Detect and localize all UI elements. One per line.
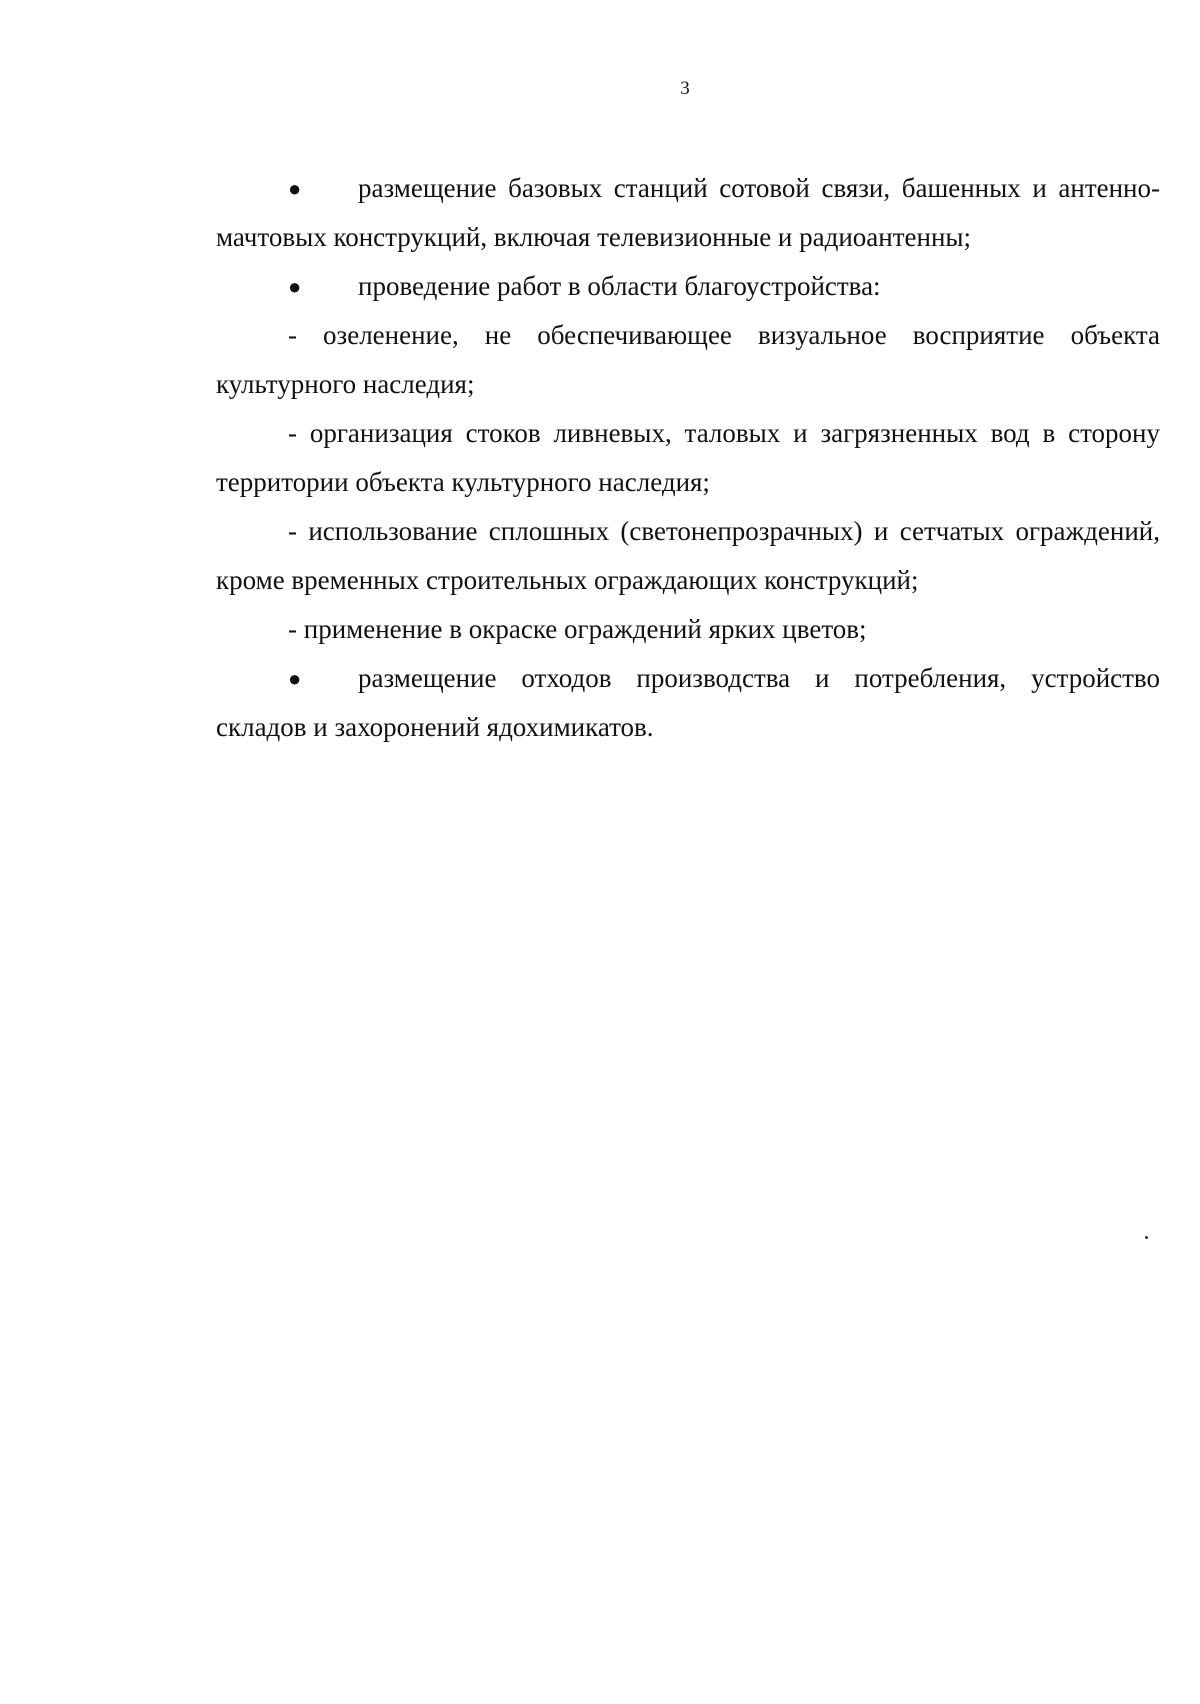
paragraph-text: проведение работ в области благоустройства: — [358, 271, 881, 301]
paragraph-text: размещение отходов производства и потребления, устройство складов и захоронений ядохимикатов. — [216, 663, 1160, 742]
paragraph-text: - применение в окраске ограждений ярких цветов; — [288, 614, 867, 644]
bullet-icon: ● — [288, 176, 302, 201]
bullet-icon: ● — [288, 274, 302, 299]
list-item-dash — [216, 409, 1160, 507]
paragraph-text: размещение базовых станций сотовой связи, башенных и антенно-мачтовых конструкций, включая телевизионные и радиоантенны; — [216, 173, 1160, 252]
paragraph-text: - организация стоков ливневых, таловых и загрязненных вод в сторону территории объекта культурного наследия; — [216, 418, 1160, 497]
scan-speck — [1145, 1236, 1148, 1239]
list-item-bullet — [216, 164, 1160, 262]
page-number: 3 — [680, 78, 690, 99]
list-item-dash — [216, 605, 1160, 654]
paragraph-text: - использование сплошных (светонепрозрачных) и сетчатых ограждений, кроме временных строительных ограждающих конструкций; — [216, 516, 1160, 595]
list-item-bullet — [216, 654, 1160, 752]
bullet-icon: ● — [288, 666, 302, 691]
list-item-bullet — [216, 262, 1160, 311]
list-item-dash — [216, 311, 1160, 409]
paragraph-text: - озеленение, не обеспечивающее визуальное восприятие объекта культурного наследия; — [216, 320, 1160, 399]
document-body — [216, 164, 1160, 752]
list-item-dash — [216, 507, 1160, 605]
